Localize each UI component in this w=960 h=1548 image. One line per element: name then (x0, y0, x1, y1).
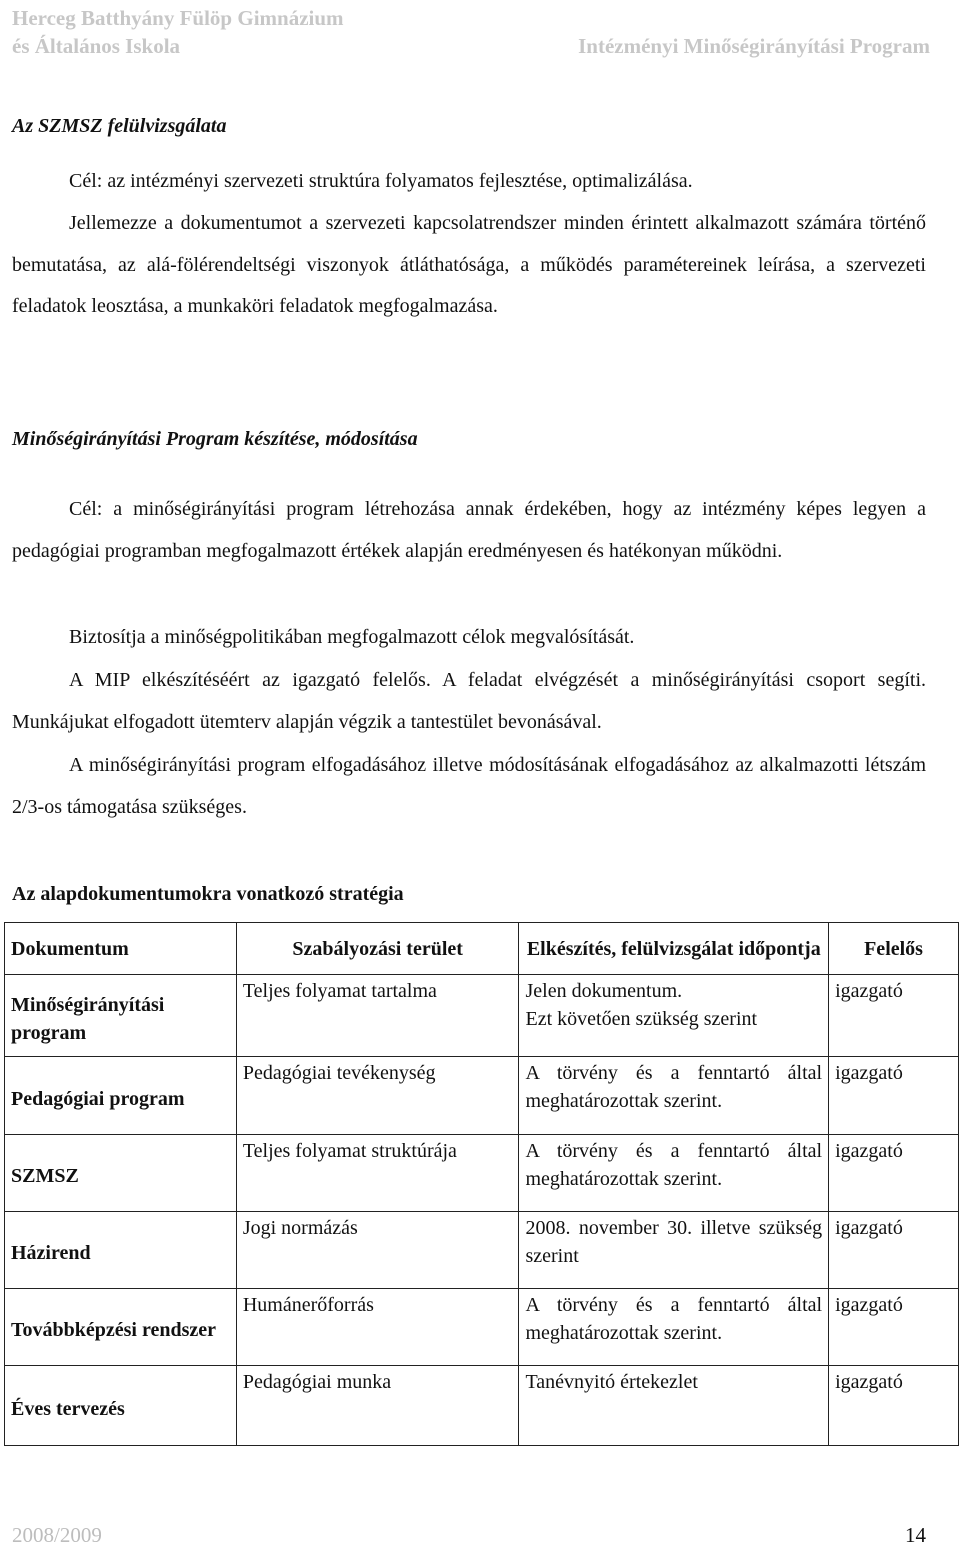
table-row (5, 1212, 959, 1289)
row-time: A törvény és a fenntartó által meghatározottak szerint. (519, 1289, 829, 1366)
row-area: Teljes folyamat struktúrája (236, 1135, 519, 1212)
row-responsible: igazgató (829, 1212, 959, 1289)
row-time-line2: Ezt követően szükség szerint (525, 1008, 758, 1030)
column-header-document: Dokumentum (5, 923, 237, 975)
mip-paragraph-2: Biztosítja a minőségpolitikában megfogalmazott célok megvalósítását. (69, 626, 635, 648)
row-document: Minőségirányítási program (5, 975, 237, 1057)
row-responsible: igazgató (829, 1057, 959, 1135)
column-header-area: Szabályozási terület (236, 923, 519, 975)
row-time: Tanévnyitó értekezlet (519, 1366, 829, 1446)
row-document: Éves tervezés (5, 1366, 237, 1446)
row-area: Pedagógiai tevékenység (236, 1057, 519, 1135)
row-time-line1: Jelen dokumentum. (525, 980, 683, 1002)
program-title: Intézményi Minőségirányítási Program (578, 34, 930, 58)
table-row (5, 1135, 959, 1212)
school-name-line2: és Általános Iskola (12, 34, 181, 58)
footer-school-year: 2008/2009 (12, 1523, 102, 1547)
szmsz-goal: Cél: az intézményi szervezeti struktúra folyamatos fejlesztése, optimalizálása. (69, 170, 693, 192)
row-time (519, 975, 829, 1057)
table-row (5, 1057, 959, 1135)
row-responsible: igazgató (829, 1135, 959, 1212)
row-time: A törvény és a fenntartó által meghatározottak szerint. (519, 1057, 829, 1135)
row-document: Továbbképzési rendszer (5, 1289, 237, 1366)
row-time: A törvény és a fenntartó által meghatározottak szerint. (519, 1135, 829, 1212)
row-area: Jogi normázás (236, 1212, 519, 1289)
row-document: Házirend (5, 1212, 237, 1289)
table-row (5, 975, 959, 1057)
page-number: 14 (905, 1523, 926, 1547)
school-name-line1: Herceg Batthyány Fülöp Gimnázium (12, 6, 344, 30)
mip-paragraph-4: A minőségirányítási program elfogadásához illetve módosításának elfogadásához az alkalmazotti létszám 2/3-os támogatása szükséges. (12, 754, 926, 818)
column-header-responsible: Felelős (829, 923, 959, 975)
row-responsible: igazgató (829, 1366, 959, 1446)
table-row (5, 1289, 959, 1366)
row-responsible: igazgató (829, 1289, 959, 1366)
mip-heading: Minőségirányítási Program készítése, módosítása (12, 428, 418, 450)
szmsz-heading: Az SZMSZ felülvizsgálata (12, 115, 227, 137)
row-area: Pedagógiai munka (236, 1366, 519, 1446)
row-area: Humánerőforrás (236, 1289, 519, 1366)
row-area: Teljes folyamat tartalma (236, 975, 519, 1057)
row-document: Pedagógiai program (5, 1057, 237, 1135)
table-header-row (5, 923, 959, 975)
row-responsible: igazgató (829, 975, 959, 1057)
mip-paragraph-3: A MIP elkészítéséért az igazgató felelős. A feladat elvégzését a minőségirányítási csoport segíti. Munkájukat elfogadott ütemterv alapján végzik a tantestület bevonásával. (12, 669, 926, 733)
szmsz-body: Jellemezze a dokumentumot a szervezeti kapcsolatrendszer minden érintett alkalmazott számára történő bemutatása, az alá-fölérendeltségi viszonyok átláthatósága, a működés paramétereinek leírása, a szervezeti feladatok leosztása, a munkaköri feladatok megfogalmazása. (12, 212, 926, 317)
column-header-time: Elkészítés, felülvizsgálat időpontja (519, 923, 829, 975)
table-row (5, 1366, 959, 1446)
row-document: SZMSZ (5, 1135, 237, 1212)
strategy-table (4, 922, 959, 1446)
strategy-heading: Az alapdokumentumokra vonatkozó stratégia (12, 883, 404, 905)
row-time: 2008. november 30. illetve szükség szerint (519, 1212, 829, 1289)
mip-goal: Cél: a minőségirányítási program létrehozása annak érdekében, hogy az intézmény képes legyen a pedagógiai programban megfogalmazott értékek alapján eredményesen és hatékonyan működni. (12, 498, 926, 562)
